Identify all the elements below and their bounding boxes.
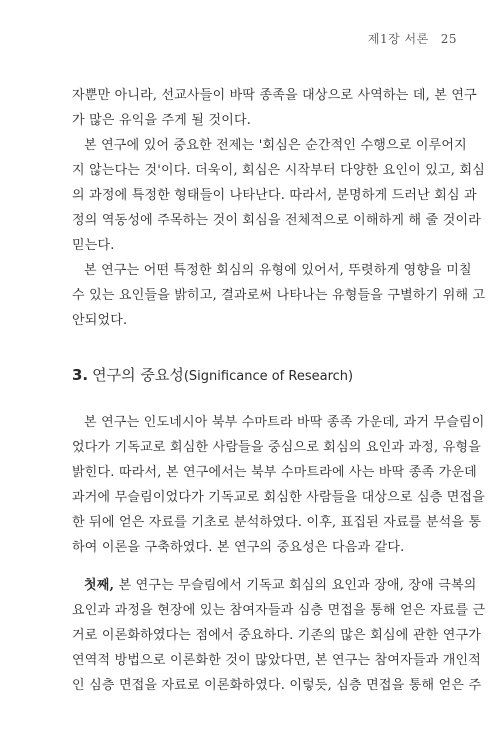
section-title-en: (Significance of Research): [183, 369, 354, 384]
body-line: 믿는다.: [72, 238, 115, 253]
body-line: 밝힌다. 따라서, 본 연구에서는 북부 수마트라에 사는 바딱 종족 가운데: [72, 465, 477, 480]
body-line: 거로 이론화하였다는 점에서 중요하다. 기존의 많은 회심에 관한 연구가: [72, 628, 481, 643]
body-line: 본 연구는 어떤 특정한 회심의 유형에 있어서, 뚜렷하게 영향을 미칠: [84, 263, 472, 278]
page-number: 25: [440, 32, 457, 46]
section-title-ko: 연구의 중요성: [92, 366, 184, 384]
body-line: 수 있는 요인들을 밝히고, 결과로써 나타나는 유형들을 구별하기 위해 고: [72, 288, 486, 303]
body-line: 인 심층 면접을 자료로 이론화하였다. 이렇듯, 심층 면접을 통해 얻은 주: [72, 678, 482, 693]
body-line: 자뿐만 아니라, 선교사들이 바딱 종족을 대상으로 사역하는 데, 본 연구: [72, 88, 477, 103]
body-line: 었다가 기독교로 회심한 사람들을 중심으로 회심의 요인과 과정, 유형을: [72, 440, 481, 455]
body-line: 안되었다.: [72, 313, 128, 328]
body-line: 연역적 방법으로 이론화한 것이 많았다면, 본 연구는 참여자들과 개인적: [72, 653, 481, 668]
body-line-text: 본 연구는 무슬림에서 기독교 회심의 요인과 장애, 장애 극복의: [114, 578, 477, 593]
body-line: 과거에 무슬림이었다가 기독교로 회심한 사람들을 대상으로 심층 면접을: [72, 490, 486, 505]
lead-word: 첫째,: [84, 578, 115, 593]
body-line: 가 많은 유익을 주게 될 것이다.: [72, 113, 252, 128]
running-header: [368, 30, 457, 47]
body-line: 한 뒤에 얻은 자료를 기초로 분석하였다. 이후, 표집된 자료를 분석을 통: [72, 515, 482, 530]
body-line: 요인과 과정을 현장에 있는 참여자들과 심층 면접을 통해 얻은 자료를 근: [72, 603, 486, 618]
body-line: 의 과정에 특정한 형태들이 나타난다. 따라서, 분명하게 드러난 회심 과: [72, 188, 477, 203]
body-line: 지 않는다는 것'이다. 더욱이, 회심은 시작부터 다양한 요인이 있고, 회심: [72, 163, 485, 178]
section-heading: [72, 364, 353, 385]
body-line: 하여 이론을 구축하였다. 본 연구의 중요성은 다음과 같다.: [72, 540, 405, 555]
section-number: 3.: [72, 366, 89, 384]
body-line: 정의 역동성에 주목하는 것이 회심을 전체적으로 이해하게 해 줄 것이라: [72, 213, 481, 228]
body-line-with-lead: [84, 576, 477, 596]
chapter-title: 제1장 서론: [367, 32, 429, 46]
body-line: 본 연구는 인도네시아 북부 수마트라 바딱 종족 가운데, 과거 무슬림이: [84, 415, 485, 430]
body-line: 본 연구에 있어 중요한 전제는 '회심은 순간적인 수행으로 이루어지: [84, 138, 467, 153]
